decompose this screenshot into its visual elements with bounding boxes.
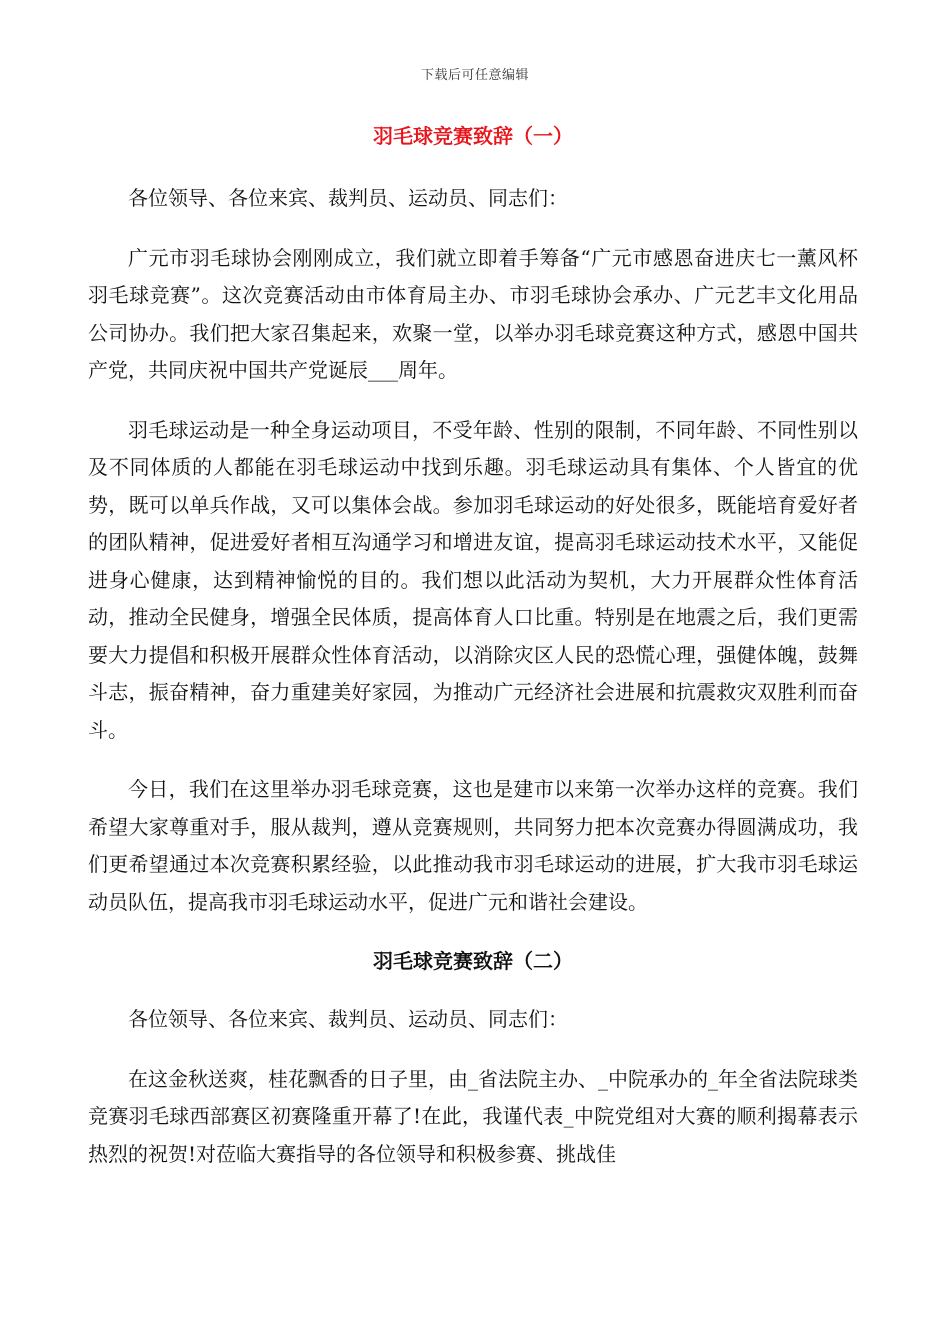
header-note: 下载后可任意编辑 [420,68,529,83]
section1-paragraph-2: 羽毛球运动是一种全身运动项目，不受年龄、性别的限制，不同年龄、不同性别以及不同体质的人都能在羽毛球运动中找到乐趣。羽毛球运动具有集体、个人皆宜的优势，既可以单兵作战，又可以集体会战。参加羽毛球运动的好处很多，既能培育爱好者的团队精神，促进爱好者相互沟通学习和增进友谊，提高羽毛球运动技术水平，又能促进身心健康，达到精神愉悦的目的。我们想以此活动为契机，大力开展群众性体育活动，推动全民健身，增强全民体质，提高体育人口比重。特别是在地震之后，我们更需要大力提倡和积极开展群众性体育活动，以消除灾区人民的恐慌心理，强健体魄，鼓舞斗志，振奋精神，奋力重建美好家园，为推动广元经济社会进展和抗震救灾双胜利而奋斗。 [88,417,858,742]
document-content [88,118,858,1173]
section2-greeting: 各位领导、各位来宾、裁判员、运动员、同志们： [128,1007,568,1031]
section1-paragraph-3: 今日，我们在这里举办羽毛球竞赛，这也是建市以来第一次举办这样的竞赛。我们希望大家尊重对手，服从裁判，遵从竞赛规则，共同努力把本次竞赛办得圆满成功，我们更希望通过本次竞赛积累经验，以此推动我市羽毛球运动的进展，扩大我市羽毛球运动员队伍，提高我市羽毛球运动水平，促进广元和谐社会建设。 [88,777,858,914]
section2-title: 羽毛球竞赛致辞（二） [373,949,573,973]
section2-paragraph-1: 在这金秋送爽，桂花飘香的日子里，由_省法院主办、_中院承办的_年全省法院球类竞赛羽毛球西部赛区初赛隆重开幕了!在此，我谨代表_中院党组对大赛的顺利揭幕表示热烈的祝贺!对莅临大赛指导的各位领导和积极参赛、挑战佳 [88,1066,858,1166]
section1-paragraph-1: 广元市羽毛球协会刚刚成立，我们就立即着手筹备“广元市感恩奋进庆七一薰风杯羽毛球竞赛”。这次竞赛活动由市体育局主办、市羽毛球协会承办、广元艺丰文化用品公司协办。我们把大家召集起来，欢聚一堂，以举办羽毛球竞赛这种方式，感恩中国共产党，共同庆祝中国共产党诞辰___周年。 [88,245,858,382]
section1-title: 羽毛球竞赛致辞（一） [373,124,573,148]
section1-greeting: 各位领导、各位来宾、裁判员、运动员、同志们： [128,186,568,210]
